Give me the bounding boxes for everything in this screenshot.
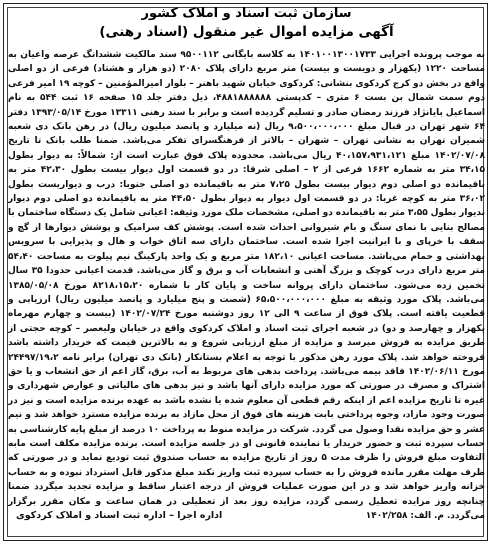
notice-title: آگهی مزایده اموال غیر منقول (اسناد رهنی) — [99, 24, 394, 40]
notice-body: به موجب پرونده اجرایی ۱۴۰۱۰۰۱۳۰۰۱۷۳۳ به کلاسه بایگانی ۹۵۰۰۱۱۲ سند مالکیت ششدانگ عرصه واعیان به مساحت ۱۲۲۰ (یکهزار و دویست و بیست) متر مربع دارای پلاک ۲۰۸۰ (دو هزار و هشتاد) فرعی از دو اصلی واقع در بخش دو کرج کردکوی بنشانی: کردکوی خیابان شهید باهنر – بلوار امیرالمؤمنین – کوچه ۱۹ امیر فرعی دوم سمت شمال بن بست ۶ متری – کدپستی ۴۸۸۱۸۸۸۸۸۸، ذیل دفتر جلد ۱۵ صفحه ۱۶ ثبت ۵۴۴ به نام اسماعیل بایانژاد فرزند رمضان صادر و تسلیم گردیده است و برابر با سند رهنی ۱۳۳۱۱ مورخ ۱۳۹۳/۰۵/۱۴ دفتر ۶۴ شهر تهران در قبال مبلغ ۹،۵۰۰،۰۰۰،۰۰۰ ریال (نه میلیارد و پانصد میلیون ریال) در رهن بانک دی شعبه شمیران تهران به نشانی تهران – شهران – بالاتر از فرهنگسرای تفکر می‌باشد. ضمنا طلب بانک تا تاریخ ۱۴۰۲/۰۷/۰۸ مبلغ ۴۰،۱۵۷،۹۳۱،۱۲۱ ریال می‌باشد. محدوده پلاک فوق عبارت است از: شمالاً: به دیوار بطول ۳۴،۱۵ متر به شماره ۱۶۶۲ فرعی از ۲ – اصلی شرقا: در دو قسمت اول دیوار بیست بطول ۴۲،۳۰ متر به باقیمانده دو اصلی دوم دیوار بیست بطول ۷،۲۵ متر به باقیمانده دو اصلی جنوبا: درب و دیواریست بطول ۳۶،۰۲ متر به کوچه غربا: در دو قسمت اول دیوار به دیوار بطول ۴۴،۵۰ متر به باقیمانده دو اصلی دوم دیوار بدیوار بطول ۳،۵۵ متر به باقیمانده دو اصلی، مشخصات ملک مورد وثیقه: اعیانی شامل یک دستگاه ساختمان با مصالح بنایی با نمای سنگ و بام شیروانی احداث شده است. پوشش کف سرامیک و پوشش دیوارها از گچ و سقف با خرپای و با ایرانیت اجرا شده است. ساختمان دارای سه اتاق خواب و هال و پذیرایی با سرویس بهداشتی و حمام می‌باشد. مساحت اعیانی ۱۸۲،۱۰ متر مربع و یک واحد پارکینگ نیم پیلوت به مساحت ۵۴،۴۰ متر مربع دارای درب کوچک و بزرگ آهنی و انشعابات آب و برق و گاز می‌باشد. قدمت اعیانی حدودا ۳۵ سال تخمین زده می‌شود. ساختمان دارای پروانه ساخت و پایان کار با شماره ۸۲۱۸،۱۵،۲۰ مورخ ۱۳۸۵/۰۵/۰۸ می‌باشد. پلاک مورد وثیقه به مبلغ ۶۵،۵۰۰،۰۰۰،۰۰۰ (شصت و پنج میلیارد و پانصد میلیون ریال) ارزیابی و قطعیت یافته است. پلاک فوق از ساعت ۹ الی ۱۲ روز دوشنبه مورخ ۱۴۰۲/۰۷/۲۴ (بیست و چهارم مهرماه یکهزار و چهارصد و دو) در شعبه اجرای ثبت اسناد و املاک کردکوی واقع در خیابان ولیعصر – کوچه حجتی از طریق مزایده به فروش میرسد و مزایده از مبلغ ارزیابی شروع و به بالاترین قیمت که خریدار داشته باشد فروخته خواهد شد. پلاک مورد رهن مذکور با توجه به اعلام بستانکار (بانک دی تهران) برابر نامه ۲۴۴۹۷/۱۹،۲ مورخ ۱۴۰۲/۰۶/۱۱ فاقد بیمه می‌باشد. پرداخت بدهی های مربوط به آب، برق، گاز اعم از حق انشعاب و یا حق اشتراک و مصرف در صورتی که مورد مزایده دارای آنها باشد و نیز بدهی های مالیاتی و عوارض شهرداری و غیره تا تاریخ مزایده اعم از اینکه رقم قطعی آن معلوم شده یا نشده باشد به عهده برنده مزایده است و نیز در صورت وجود مازاد، وجوه پرداختی بابت هزینه های فوق از محل مازاد به برنده مزایده مسترد خواهد شد و نیم عشر و حق مزایده نقدا وصول می گردد. شرکت در مزایده منوط به پرداخت ۱۰ درصد از مبلغ پایه کارشناسی به حساب سپرده ثبت و حضور خریدار یا نماینده قانونی او در جلسه مزایده است. برنده مزایده مکلف است مابه التفاوت مبلغ فروش را ظرف مدت ۵ روز از تاریخ مزایده به حساب صندوق ثبت تودیع نماید و در صورتی که ظرف مهلت مقرر مانده فروش را به حساب سپرده ثبت واریز نکند مبلغ مذکور قابل استرداد نبوده و به حساب خزانه واریز خواهد شد و در این صورت عملیات فروش از درجه اعتبار ساقط و مزایده تجدید میگردد ضمنا چنانچه روز مزایده تعطیل رسمی گردد، مزایده روز بعد از تعطیلی در همان ساعت و مکان مقرر برگزار می‌گردد. م. الف: ۱۴۰۲/۲۵۸ — [7, 50, 486, 521]
notice-signature: اداره اجرا – اداره ثبت اسناد و املاک کردکوی — [16, 510, 223, 521]
organization-title: سازمان ثبت اسناد و املاک کشور — [141, 6, 352, 21]
